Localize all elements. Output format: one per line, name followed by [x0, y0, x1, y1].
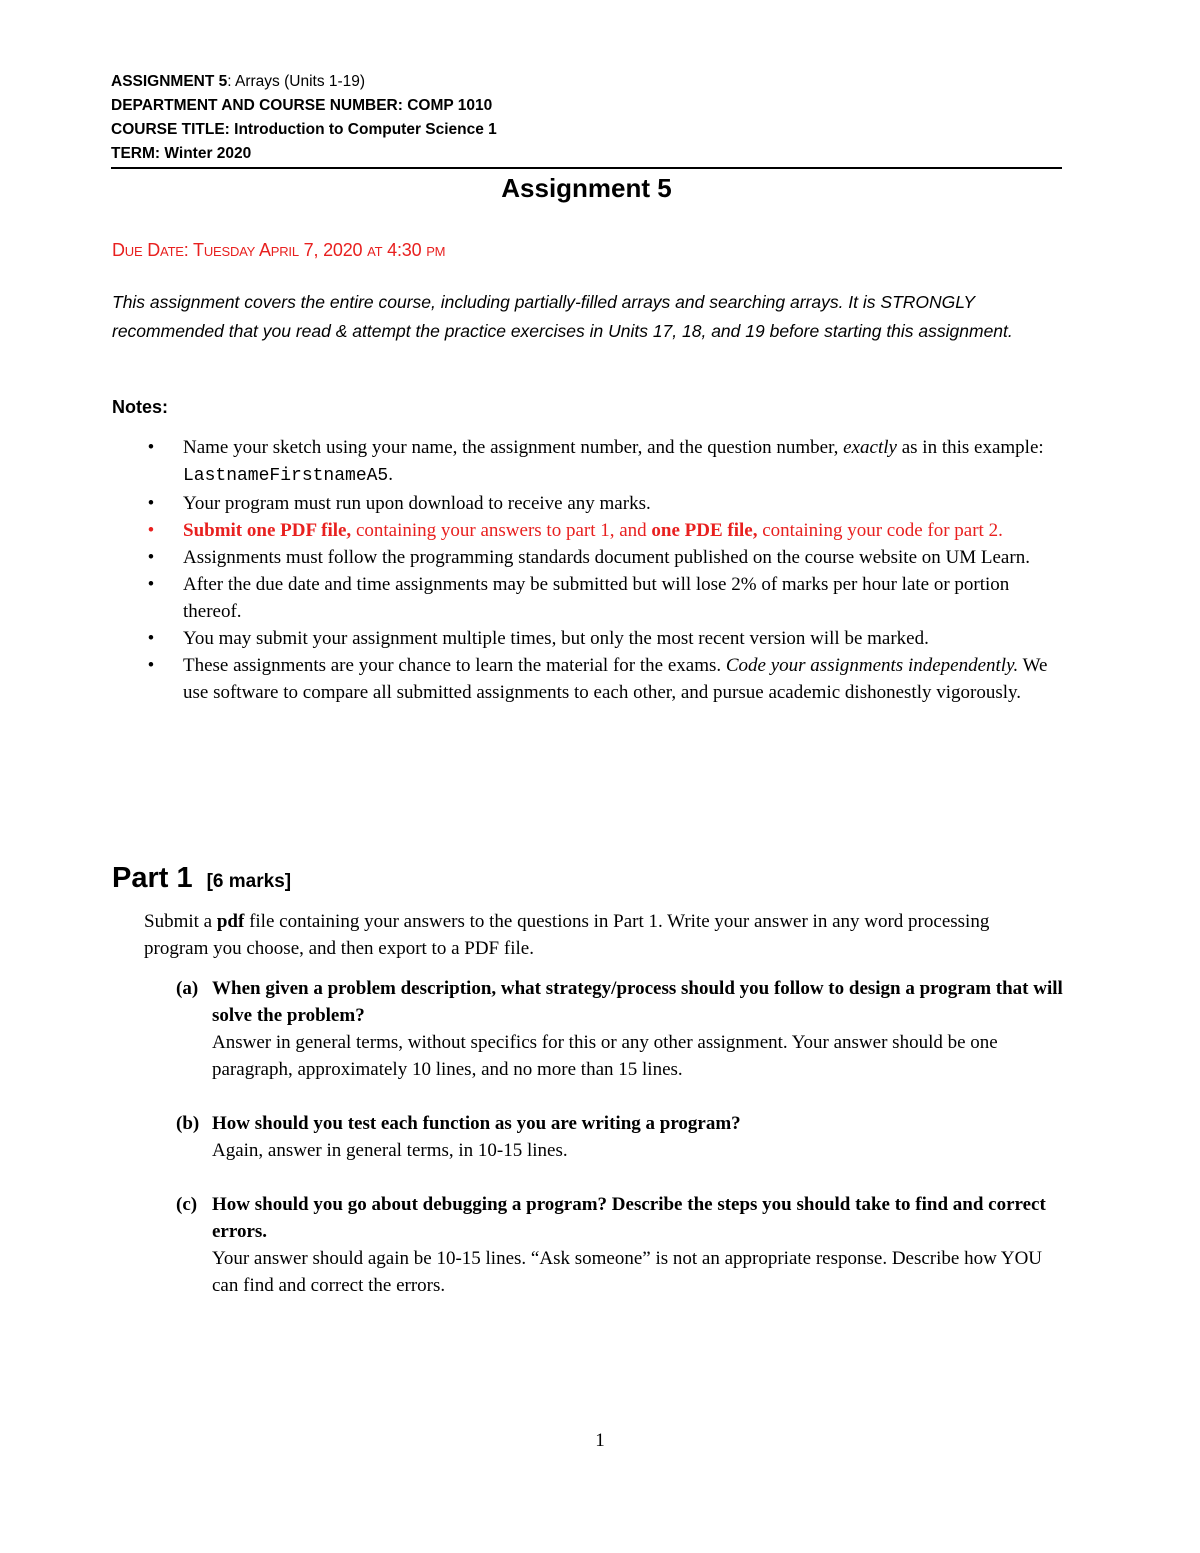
part1-intro-bold: pdf — [216, 911, 245, 932]
question-text: How should you test each function as you are writing a program? — [212, 1113, 741, 1134]
header-term-label: TERM — [111, 145, 155, 162]
question-c — [176, 1191, 1066, 1299]
question-detail: Answer in general terms, without specifics for this or any other assignment. Your answer should be one paragraph, approximately 10 lines, and no more than 15 lines. — [212, 1032, 998, 1080]
header-course-line — [111, 118, 1062, 142]
question-b — [176, 1110, 1066, 1164]
note-code: LastnameFirstnameA5 — [183, 466, 389, 486]
course-header — [111, 70, 1062, 166]
note-text: We use software to compare all submitted assignments to each other, and pursue academic dishonestly vigorously. — [183, 655, 1048, 703]
bullet-icon: • — [147, 493, 155, 514]
note-item — [145, 434, 1065, 490]
header-assignment-line — [111, 70, 1062, 94]
bullet-icon: • — [147, 574, 155, 595]
note-text: Name your sketch using your name, the assignment number, and the question number, — [183, 437, 844, 458]
question-detail: Again, answer in general terms, in 10-15 lines. — [212, 1140, 568, 1161]
question-label: (c) — [176, 1194, 198, 1215]
note-emphasis: Code your assignments independently. — [725, 655, 1019, 676]
notes-heading: Notes: — [112, 397, 169, 417]
part1-intro-text: Submit a — [144, 911, 217, 932]
note-text: . — [388, 464, 393, 485]
header-assignment-label: ASSIGNMENT 5 — [111, 73, 228, 90]
page-number: 1 — [595, 1430, 605, 1451]
note-item — [145, 490, 1065, 517]
note-item — [145, 625, 1065, 652]
bullet-icon: • — [147, 437, 155, 458]
note-bold: one PDE file, — [651, 520, 758, 541]
question-label: (a) — [176, 978, 199, 999]
intro-paragraph: This assignment covers the entire course, including partially-filled arrays and searching arrays. It is STRONGLY recommended that you read & attempt the practice exercises in Units 17, 18, and 19 before starting this assignment. — [112, 292, 1013, 341]
header-department-line — [111, 94, 1062, 118]
header-divider — [111, 167, 1062, 169]
header-course-value: : Introduction to Computer Science 1 — [224, 121, 497, 138]
note-text: After the due date and time assignments may be submitted but will lose 2% of marks per hour late or portion thereof. — [183, 574, 1010, 622]
question-a — [176, 975, 1066, 1083]
note-text: Your program must run upon download to receive any marks. — [183, 493, 651, 514]
header-term-value: : Winter 2020 — [154, 145, 252, 162]
note-text: as in this example: — [896, 437, 1044, 458]
question-detail: Your answer should again be 10-15 lines. “Ask someone” is not an appropriate response. Describe how YOU can find and correct the errors. — [212, 1248, 1043, 1296]
note-text: These assignments are your chance to learn the material for the exams. — [183, 655, 726, 676]
due-date: Due Date: Tuesday April 7, 2020 at 4:30 pm — [112, 240, 446, 260]
part1-title: Part 1 — [112, 862, 193, 894]
note-item — [145, 571, 1065, 625]
header-term-line — [111, 142, 1062, 166]
part1-heading — [112, 862, 291, 895]
note-emphasis: exactly — [843, 437, 897, 458]
part1-marks: [6 marks] — [206, 871, 292, 892]
header-department-label: DEPARTMENT AND COURSE NUMBER — [111, 97, 398, 114]
note-text: You may submit your assignment multiple times, but only the most recent version will be marked. — [183, 628, 929, 649]
note-text: containing your answers to part 1, and — [351, 520, 652, 541]
notes-list — [145, 434, 1065, 706]
note-item — [145, 652, 1065, 706]
header-assignment-value: : Arrays (Units 1-19) — [227, 73, 366, 90]
note-text: containing your code for part 2. — [757, 520, 1003, 541]
bullet-icon: • — [147, 520, 155, 541]
bullet-icon: • — [147, 547, 155, 568]
part1-intro-text: file containing your answers to the questions in Part 1. Write your answer in any word processing program you choose, and then export to a PDF file. — [144, 911, 990, 959]
question-text: When given a problem description, what strategy/process should you follow to design a program that will solve the problem? — [212, 978, 1063, 1026]
note-item-submission — [145, 517, 1065, 544]
question-text: How should you go about debugging a program? Describe the steps you should take to find and correct errors. — [212, 1194, 1046, 1242]
page-title: Assignment 5 — [501, 173, 672, 203]
note-text: Assignments must follow the programming standards document published on the course website on UM Learn. — [183, 547, 1030, 568]
bullet-icon: • — [147, 628, 155, 649]
header-course-label: COURSE TITLE — [111, 121, 225, 138]
note-bold: Submit one PDF file, — [183, 520, 352, 541]
note-item — [145, 544, 1065, 571]
part1-intro — [144, 908, 1054, 962]
question-label: (b) — [176, 1113, 200, 1134]
header-department-value: : COMP 1010 — [397, 97, 493, 114]
bullet-icon: • — [147, 655, 155, 676]
